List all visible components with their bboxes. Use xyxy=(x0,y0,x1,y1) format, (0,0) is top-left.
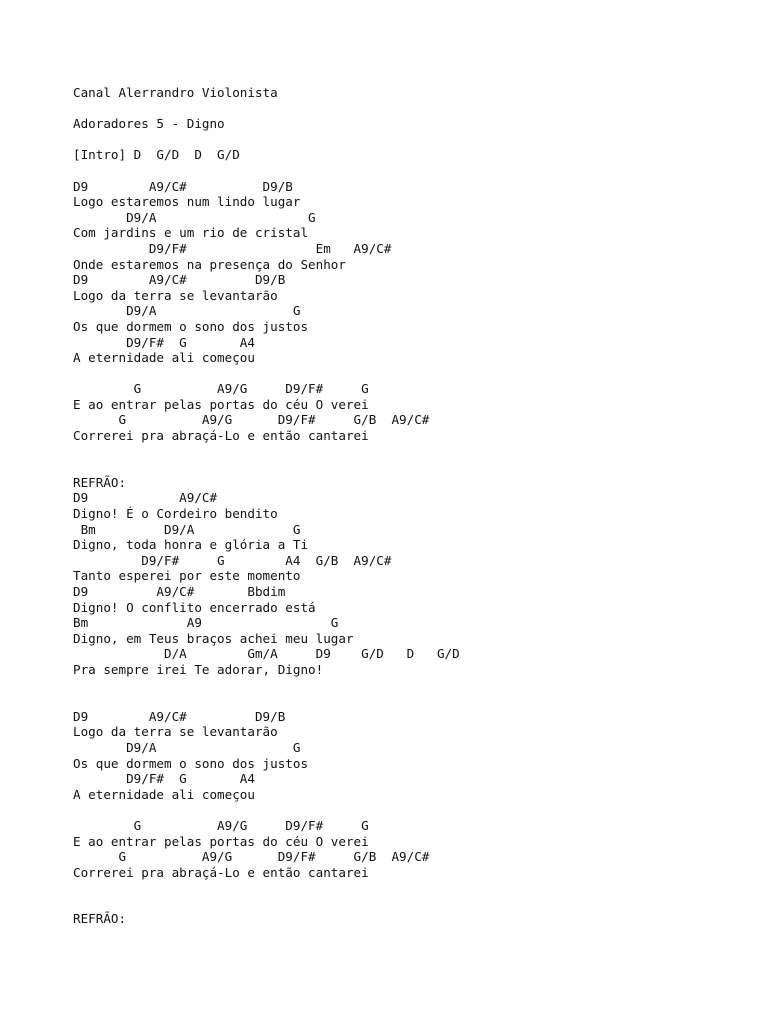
text-line: G A9/G D9/F# G xyxy=(73,381,369,397)
text-line: REFRÃO: xyxy=(73,911,127,927)
text-line: D9/F# G A4 xyxy=(73,334,255,350)
text-line: D9/A G xyxy=(73,739,301,755)
blank-line xyxy=(73,163,753,179)
text-line: D9/F# G A4 xyxy=(73,771,255,787)
text-line: [Intro] D G/D D G/D xyxy=(73,147,240,163)
blank-line xyxy=(73,802,753,818)
blank-line xyxy=(73,880,753,896)
text-line: D9 A9/C# xyxy=(73,490,218,506)
text-line: G A9/G D9/F# G/B A9/C# xyxy=(73,412,430,428)
text-line: Adoradores 5 - Digno xyxy=(73,116,225,132)
text-line: D9 A9/C# D9/B xyxy=(73,178,293,194)
blank-line xyxy=(73,101,753,117)
text-line: Logo da terra se levantarão xyxy=(73,724,278,740)
blank-line xyxy=(73,693,753,709)
blank-line xyxy=(73,459,753,475)
text-line: Os que dormem o sono dos justos xyxy=(73,755,309,771)
text-line: REFRÃO: xyxy=(73,474,127,490)
text-line: Logo estaremos num lindo lugar xyxy=(73,194,301,210)
text-line: Pra sempre irei Te adorar, Digno! xyxy=(73,661,324,677)
text-line: Canal Alerrandro Violonista xyxy=(73,85,278,100)
text-line: Logo da terra se levantarão xyxy=(73,287,278,303)
blank-line xyxy=(73,366,753,382)
text-line: D9/A G xyxy=(73,209,316,225)
text-line: Correrei pra abraçá-Lo e então cantarei xyxy=(73,864,369,880)
text-line: D9/A G xyxy=(73,303,301,319)
text-line: Com jardins e um rio de cristal xyxy=(73,225,309,241)
blank-line xyxy=(73,678,753,694)
text-line: Bm D9/A G xyxy=(73,521,301,537)
chord-sheet xyxy=(73,85,753,927)
text-line: E ao entrar pelas portas do céu O verei xyxy=(73,396,369,412)
blank-line xyxy=(73,896,753,912)
blank-line xyxy=(73,444,753,460)
text-line: A eternidade ali começou xyxy=(73,786,255,802)
blank-line xyxy=(73,132,753,148)
text-line: Digno, toda honra e glória a Ti xyxy=(73,537,309,553)
text-line: Tanto esperei por este momento xyxy=(73,568,301,584)
text-line: A eternidade ali começou xyxy=(73,350,255,366)
text-line: D9/F# G A4 G/B A9/C# xyxy=(73,552,392,568)
text-line: D9 A9/C# D9/B xyxy=(73,708,286,724)
text-line: Correrei pra abraçá-Lo e então cantarei xyxy=(73,428,369,444)
text-line: Bm A9 G xyxy=(73,615,339,631)
text-line: D/A Gm/A D9 G/D D G/D xyxy=(73,646,460,662)
text-line: Digno! O conflito encerrado está xyxy=(73,599,316,615)
text-line: Onde estaremos na presença do Senhor xyxy=(73,256,346,272)
text-line: G A9/G D9/F# G xyxy=(73,817,369,833)
text-line: D9/F# Em A9/C# xyxy=(73,240,392,256)
text-line: Os que dormem o sono dos justos xyxy=(73,318,309,334)
text-line: G A9/G D9/F# G/B A9/C# xyxy=(73,849,430,865)
text-line: Digno! É o Cordeiro bendito xyxy=(73,506,278,522)
text-line: Digno, em Teus braços achei meu lugar xyxy=(73,630,354,646)
text-line: E ao entrar pelas portas do céu O verei xyxy=(73,833,369,849)
text-line: D9 A9/C# Bbdim xyxy=(73,584,286,599)
text-line: D9 A9/C# D9/B xyxy=(73,272,286,288)
